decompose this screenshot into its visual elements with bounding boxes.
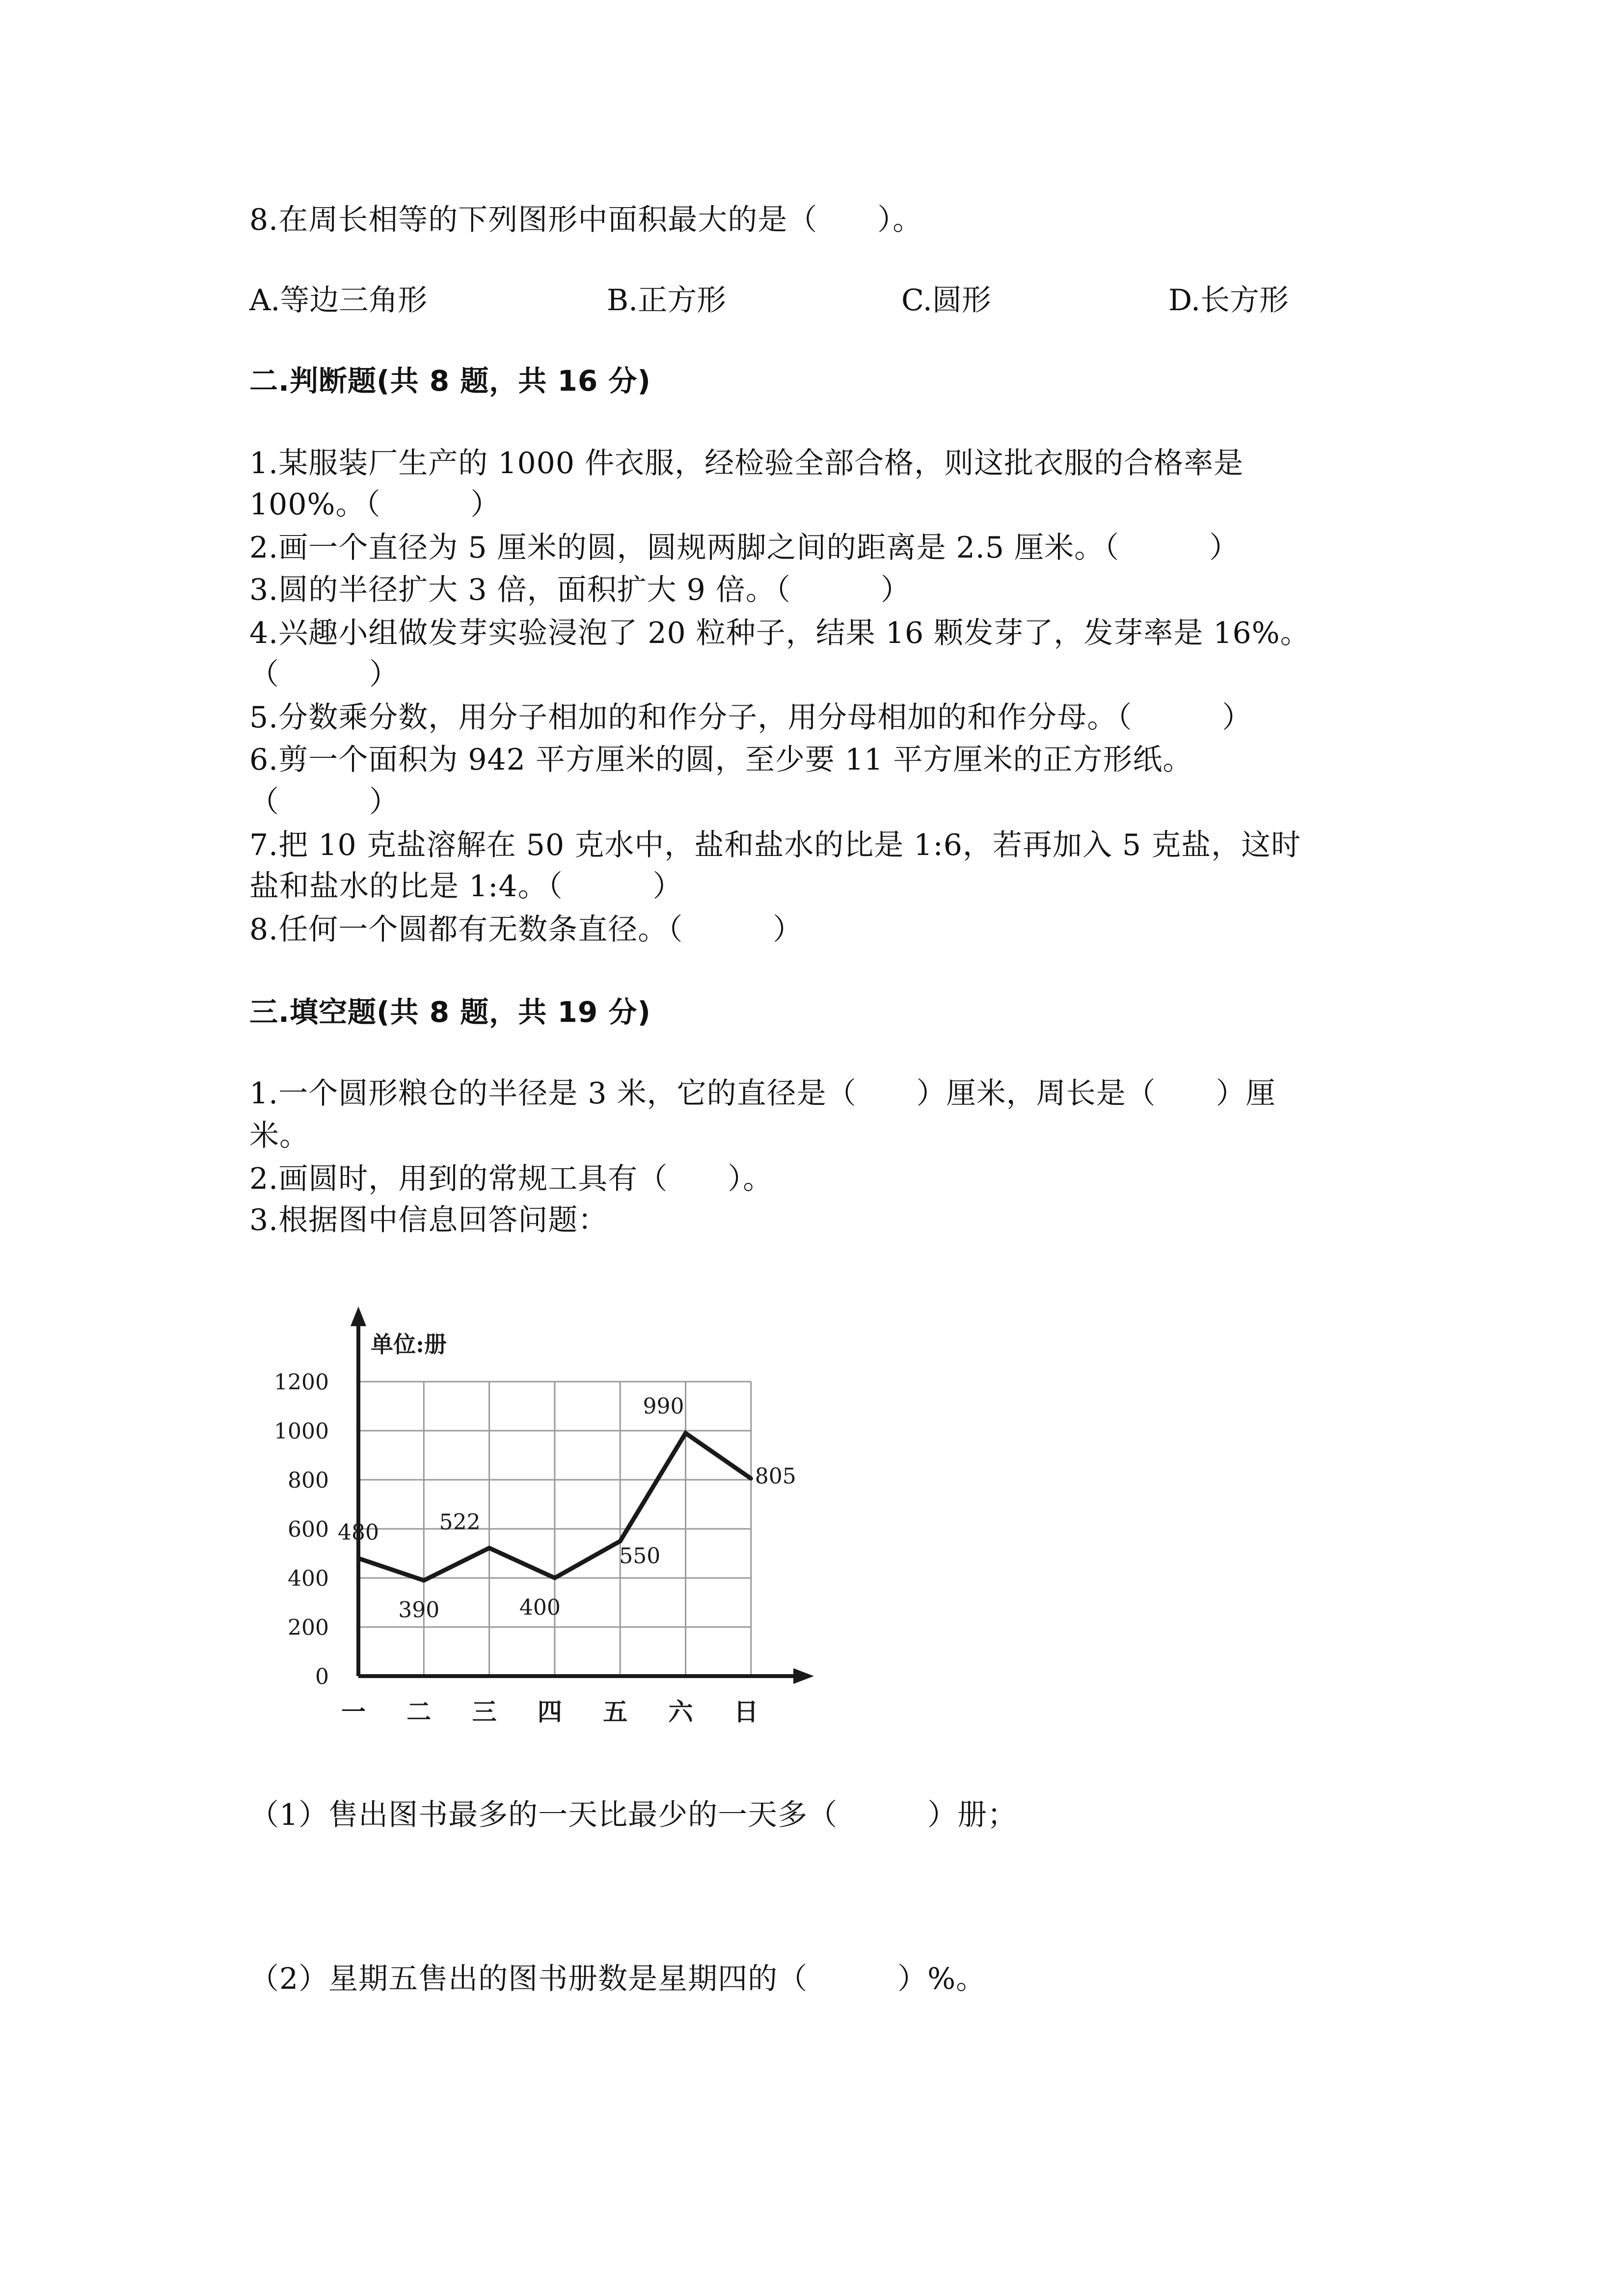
- option-d: D.长方形: [1168, 283, 1289, 318]
- y-tick-label: 1000: [274, 1419, 329, 1444]
- judge-line: 3.圆的半径扩大 3 倍，面积扩大 9 倍。（ ）: [249, 573, 911, 607]
- data-point: [422, 1578, 426, 1582]
- judge-line: 5.分数乘分数，用分子相加的和作分子，用分母相加的和作分母。（ ）: [249, 700, 1252, 735]
- judge-line: 盐和盐水的比是 1:4。（ ）: [249, 869, 683, 904]
- x-tick-label: 二: [406, 1697, 432, 1726]
- option-a: A.等边三角形: [249, 283, 428, 318]
- y-tick-label: 400: [288, 1566, 329, 1591]
- data-point: [487, 1546, 491, 1550]
- judge-line: （ ）: [249, 785, 399, 819]
- x-axis-arrow: [793, 1668, 814, 1684]
- x-tick-label: 六: [668, 1697, 693, 1726]
- y-tick-label: 0: [315, 1664, 329, 1689]
- option-b: B.正方形: [607, 283, 727, 318]
- data-label: 480: [338, 1520, 379, 1545]
- section-2-heading: 二.判断题(共 8 题，共 16 分): [249, 364, 651, 398]
- x-tick-label: 五: [603, 1697, 628, 1726]
- data-label: 400: [519, 1595, 561, 1620]
- x-tick-label: 四: [537, 1697, 562, 1726]
- data-point: [749, 1477, 753, 1481]
- y-tick-label: 600: [288, 1517, 329, 1542]
- y-tick-label: 800: [288, 1468, 329, 1493]
- judge-line: 8.任何一个圆都有无数条直径。（ ）: [249, 912, 803, 947]
- fill-line: 2.画圆时，用到的常规工具有（ ）。: [249, 1162, 773, 1196]
- judge-line: 2.画一个直径为 5 厘米的圆，圆规两脚之间的距离是 2.5 厘米。（ ）: [249, 531, 1240, 565]
- fill-line: 1.一个圆形粮仓的半径是 3 米，它的直径是（ ）厘米，周长是（ ）厘: [249, 1076, 1276, 1111]
- data-point: [684, 1431, 688, 1435]
- question-8-stem: 8.在周长相等的下列图形中面积最大的是（ ）。: [249, 203, 923, 237]
- data-label: 805: [755, 1464, 796, 1489]
- data-label: 550: [619, 1544, 661, 1569]
- x-tick-label: 一: [341, 1697, 366, 1726]
- section-3-heading: 三.填空题(共 8 题，共 19 分): [249, 995, 651, 1029]
- judge-line: 6.剪一个面积为 942 平方厘米的圆，至少要 11 平方厘米的正方形纸。: [249, 743, 1193, 777]
- fill-line: 3.根据图中信息回答问题：: [249, 1203, 608, 1237]
- data-point: [618, 1539, 622, 1543]
- judge-line: 7.把 10 克盐溶解在 50 克水中，盐和盐水的比是 1:6，若再加入 5 克盐，这时: [249, 828, 1301, 862]
- data-label: 990: [643, 1394, 684, 1419]
- fill-line: 米。: [249, 1119, 309, 1153]
- sub-question-1: （1）售出图书最多的一天比最少的一天多（ ）册；: [249, 1798, 1018, 1832]
- judge-line: 1.某服装厂生产的 1000 件衣服，经检验全部合格，则这批衣服的合格率是: [249, 446, 1244, 481]
- data-point: [356, 1556, 360, 1560]
- y-axis-arrow: [351, 1307, 366, 1326]
- y-tick-label: 200: [288, 1615, 329, 1640]
- judge-line: （ ）: [249, 657, 399, 692]
- judge-line: 100%。（ ）: [249, 487, 501, 522]
- y-tick-label: 1200: [274, 1370, 329, 1395]
- data-label: 522: [439, 1510, 481, 1535]
- data-point: [553, 1576, 557, 1580]
- option-c: C.圆形: [901, 283, 991, 318]
- chart-unit-label: 单位:册: [371, 1331, 447, 1358]
- data-label: 390: [398, 1598, 440, 1623]
- x-tick-label: 日: [733, 1697, 758, 1726]
- x-tick-label: 三: [472, 1697, 497, 1726]
- book-sales-line-chart: [265, 1296, 854, 1737]
- sub-question-2: （2）星期五售出的图书册数是星期四的（ ）%。: [249, 1962, 986, 1996]
- judge-line: 4.兴趣小组做发芽实验浸泡了 20 粒种子，结果 16 颗发芽了，发芽率是 16%。: [249, 616, 1310, 650]
